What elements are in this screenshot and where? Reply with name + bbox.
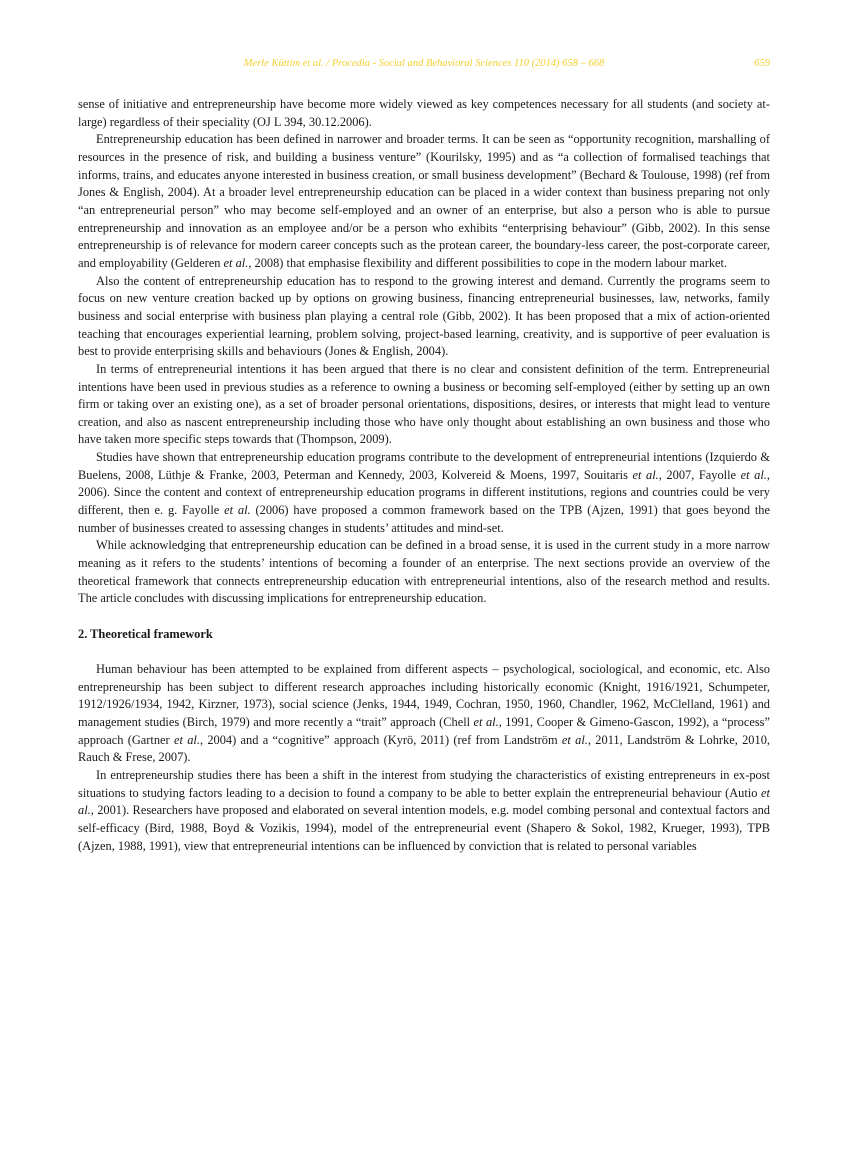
article-body [78,96,770,855]
paragraph: While acknowledging that entrepreneurship education can be defined in a broad sense, it is used in the current study in a more narrow meaning as it refers to the students’ intentions of becoming a founder of an enterprise. The next sections provide an overview of the theoretical framework that connects entrepreneurship education with entrepreneurial intentions, also of the research method and results. The article concludes with discussing implications for entrepreneurship education. [78,538,770,606]
paragraph: Studies have shown that entrepreneurship education programs contribute to the development of entrepreneurial intentions (Izquierdo & Buelens, 2008, Lüthje & Franke, 2003, Peterman and Kennedy, 2003, Kolvereid & Moens, 1997, Souitaris et al., 2007, Fayolle et al., 2006). Since the content and context of entrepreneurship education programs in different institutions, regions and countries could be very different, then e. g. Fayolle et al. (2006) have proposed a common framework based on the TPB (Ajzen, 1991) that goes beyond the number of businesses created to assessing changes in students’ attitudes and mind-set. [78,450,771,535]
page-number: 659 [754,58,770,69]
paragraph: Also the content of entrepreneurship education has to respond to the growing interest and demand. Currently the programs seem to focus on new venture creation backed up by options on growing business, financing entrepreneurial businesses, law, networks, family business and social enterprise with business plan playing a central role (Gibb, 2002). It has been proposed that a mix of action-oriented teaching that encourages experiential learning, problem solving, project-based learning, creativity, and is supportive of peer evaluation is best to provide enterprising skills and behaviours (Jones & English, 2004). [78,273,770,359]
section-heading: 2. Theoretical framework [78,626,213,641]
paragraph: In entrepreneurship studies there has been a shift in the interest from studying the characteristics of existing entrepreneurs in ex-post situations to studying factors leading to a decision to found a company to be able to better explain the entrepreneurial behaviour (Autio et al., 2001). Researchers have proposed and elaborated on several intention models, e.g. model combing personal and contextual factors and self-efficacy (Bird, 1988, Boyd & Vozikis, 1994), model of the entrepreneurial event (Shapero & Sokol, 1982, Krueger, 1993), TPB (Ajzen, 1988, 1991), view that entrepreneurial intentions can be influenced by conviction that is related to personal variables [78,767,770,853]
paragraph: In terms of entrepreneurial intentions it has been argued that there is no clear and consistent definition of the term. Entrepreneurial intentions have been used in previous studies as a reference to owning a business or becoming self-employed (either by setting up an own firm or taking over an existing one), as a set of broader personal orientations, dispositions, desires, or interests that might lead to venture creation, and also as nascent entrepreneurship including those who have only thought about establishing an own business and those who have taken more specific steps towards that (Thompson, 2009). [78,361,770,447]
running-title: Merle Küttim et al. / Procedia - Social and Behavioral Sciences 110 (2014) 658 – 668 [243,58,605,69]
paragraph: Entrepreneurship education has been defined in narrower and broader terms. It can be seen as “opportunity recognition, marshalling of resources in the presence of risk, and building a business venture” (Kourilsky, 1995) and as “a collection of formalised teachings that informs, trains, and educates anyone interested in business creation, or small business development” (Bechard & Toulouse, 1998) (ref from Jones & English, 2004). At a broader level entrepreneurship education can be placed in a wider context than business preparing not only “an entrepreneurial person” who may become self-employed and an owner of an enterprise, but also a person who is able to pursue entrepreneurship and innovation as an employee and/or be a person who exhibits “enterprising behaviour” (Gibb, 2002). In this sense entrepreneurship is of relevance for modern career concepts such as the protean career, the boundary-less career, the post-corporate career, and employability (Gelderen et al., 2008) that emphasise flexibility and different possibilities to cope in the modern labour market. [78,132,770,270]
paragraph: Human behaviour has been attempted to be explained from different aspects – psychological, sociological, and economic, etc. Also entrepreneurship has been subject to different research approaches including historically economic (Knight, 1916/1921, Schumpeter, 1912/1926/1934, 1942, Kirzner, 1973), social science (Jenks, 1944, 1949, Cochran, 1950, 1960, Chandler, 1962, McClelland, 1961) and management studies (Birch, 1979) and more recently a “trait” approach (Chell et al., 1991, Cooper & Gimeno-Gascon, 1992), a “process” approach (Gartner et al., 2004) and a “cognitive” approach (Kyrö, 2011) (ref from Landström et al., 2011, Landström & Lohrke, 2010, Rauch & Frese, 2007). [78,661,770,765]
paragraph: sense of initiative and entrepreneurship have become more widely viewed as key competences necessary for all students (and society at-large) regardless of their speciality (OJ L 394, 30.12.2006). [78,97,770,129]
running-header [78,58,770,74]
